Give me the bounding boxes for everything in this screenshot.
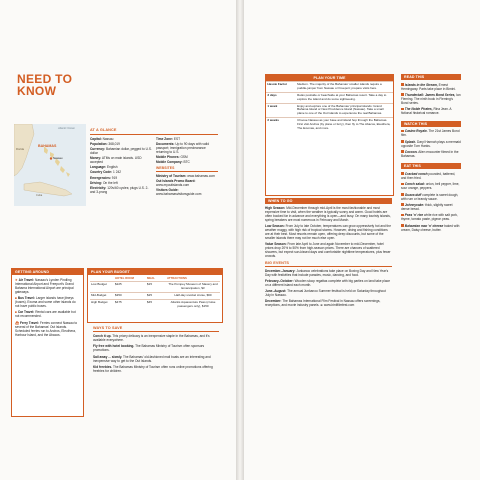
ways-item: Sail away ... slowly. The Bahamas' old-fashioned mail boats are an interesting and inexpensive way to get to the Out Islands. [93, 354, 211, 363]
bullet-square-icon [401, 193, 404, 196]
bullet-square-icon [401, 108, 404, 111]
budget-cell: $475 [114, 299, 146, 309]
glance-item: Money: ATMs on main islands. USD accepted [90, 156, 142, 165]
bullet-square-icon [401, 130, 404, 133]
getting-around-item: ■ Bus Travel: Larger islands have jitneys (buses). Exuma and some other islands do not have public buses. [15, 295, 76, 308]
budget-cell: $350 [114, 292, 146, 299]
budget-col-header: ATTRACTIONS [167, 275, 187, 280]
budget-cell: Low Budget [90, 282, 114, 293]
budget-row [90, 299, 220, 309]
plan-time-row [266, 103, 393, 117]
map-label-bahamas: BAHAMAS [38, 144, 57, 148]
bullet-square-icon [401, 183, 404, 186]
website-item: Ministry of Tourism: www.bahamas.com [156, 173, 215, 178]
glance-item: Capital: Nassau [90, 136, 114, 141]
website-item: Visitors Guide: www.bahamasvisitorsguide.com [156, 187, 202, 196]
plan-time-value: Enjoy and explore one of the Bahamas' principal islands: Grand Bahama Island or New Providence Island (Nassau). Take a small plane to one of the Out Islands to experience the real Bahamas. [296, 103, 393, 117]
budget-cell: Half-day snorkel cruise, $60 [166, 292, 220, 299]
book-gutter [236, 0, 244, 480]
glance-item: Language: English [90, 165, 118, 170]
eat-item: Cracked conch pounded, battered, and then fried. [401, 171, 456, 180]
budget-box [87, 268, 223, 323]
ways-rule [93, 331, 219, 332]
website-item: Out Islands Promo Board: www.myoutislands.com [156, 178, 196, 187]
plan-time-value: Relax poolside or beachside at your Bahamas resort. Take a day to explore the island and do some sightseeing. [296, 92, 393, 103]
glance-item: Documents: Up to 90 days with valid passport; immigration preclearance returning to U.S. [156, 141, 209, 154]
map-graphic [14, 124, 86, 206]
budget-row [90, 282, 220, 293]
bullet-square-icon [401, 203, 404, 206]
budget-cell: $225 [114, 282, 146, 293]
budget-col-header: HOTEL ROOM [115, 275, 134, 280]
plan-time-key: 1 week [266, 103, 296, 117]
watch-item: Splash. Daryl Hannah plays a mermaid opposite Tom Hanks. [401, 139, 461, 148]
eat-item: Peas 'n' rice white rice with salt pork, thyme, tomato paste, pigeon peas. [401, 213, 458, 222]
budget-cell: $15 [146, 282, 166, 293]
bullet-square-icon [401, 140, 404, 143]
budget-cell: Mid-Budget [90, 292, 114, 299]
plan-time-header: PLAN YOUR TIME [266, 75, 393, 81]
at-a-glance-rule [90, 134, 218, 135]
bullet-square-icon [401, 150, 404, 153]
ways-item: Kid freebies. The Bahamas Ministry of Tourism often runs online promotions offering freebies for children. [93, 364, 213, 373]
title-line-1: NEED TO [17, 72, 73, 86]
event-item: June–August: The annual Junkanoo Summer festival is held on Saturday throughout July in Nassau. [265, 289, 386, 298]
map-label-nassau: Nassau [53, 156, 63, 160]
big-events-header: BIG EVENTS [265, 260, 289, 265]
glance-col-1 [90, 137, 152, 198]
map-label-cuba: Cuba [36, 194, 43, 197]
when-item: Value Season: From late April to June and again November to mid-December, hotel prices drop 20% to 50% from high-season prices. There are chances of scattered showers, but expect sun-kissed days and comfortable nighttime temperatures, plus fewer crowds. [265, 242, 391, 259]
websites-rule [156, 171, 218, 172]
plan-time-box [265, 74, 394, 196]
getting-around-item: ■ Car Travel: Rental cars are available but not recommended. [15, 310, 76, 319]
budget-cell: Atlantis Aquaventure Pass (cruise passengers only), $150 [166, 299, 220, 309]
when-to-go-section [265, 198, 392, 310]
right-page [244, 0, 480, 480]
glance-item: Country Code: 1 242 [90, 170, 122, 175]
glance-item: Mobile Phones: GSM [156, 154, 188, 159]
at-a-glance-section [90, 128, 218, 197]
read-this-header: READ THIS [401, 74, 461, 80]
glance-item: Mobile Company: BTC [156, 160, 190, 165]
ways-to-save-section [93, 326, 219, 375]
eat-item: Bahamian mac 'n' cheese baked with cream, Daisy cheese, butter. [401, 223, 460, 232]
eat-item: Johnnycake: thick, slightly sweet dense bread. [401, 203, 453, 212]
budget-cell: The Pompey Museum of Slavery and Emancipation, $3 [166, 282, 220, 293]
plan-time-key: 2 weeks [266, 118, 296, 132]
budget-col-header: MEAL [147, 275, 155, 280]
getting-around-item: ⛴ Ferry Travel: Ferries connect Nassau to several of the Bahamas' Out Islands. Scheduled ferries run to Andros, Eleuthera, Harbour Island, and the Abacos. [15, 320, 78, 337]
budget-table [90, 276, 220, 309]
budget-cell: $25 [146, 292, 166, 299]
locator-map [14, 124, 86, 206]
eat-this-header: EAT THIS [401, 163, 461, 169]
plan-time-row [266, 82, 393, 93]
watch-item: Cocoon. Alien encounter filmed in the Bahamas. [401, 149, 459, 158]
bullet-square-icon [401, 83, 404, 86]
read-item: Thunderball: James Bond Series, Ian Fleming. The ninth book in Fleming's Bond series. [401, 92, 461, 105]
watch-item: Casino Royale. The 21st James Bond film. [401, 129, 460, 138]
when-to-go-header: WHEN TO GO [265, 198, 392, 204]
at-a-glance-header: AT A GLANCE [90, 128, 117, 132]
read-item: The Noble Pirates, Rina Jean. A fictional historical romance. [401, 107, 452, 116]
ways-item: Conch it up. This pricey delicacy is an inexpensive staple in the Bahamas, and it's available everywhere. [93, 334, 210, 343]
websites-header: WEBSITES [156, 166, 175, 171]
glance-item: Electricity: 120v/60 cycles; plugs U.S. 2- and 3-prong [90, 186, 149, 194]
title-line-2: KNOW [17, 84, 57, 98]
glance-item: Emergencies: 919 [90, 175, 118, 180]
plan-time-key: 3 days [266, 92, 296, 103]
ways-to-save-header: WAYS TO SAVE [93, 326, 123, 330]
glance-item: Driving: On the left [90, 180, 118, 185]
glance-col-2 [156, 137, 218, 198]
budget-row [90, 292, 220, 299]
ferry-icon: ⛴ [15, 320, 20, 325]
plan-time-row [266, 118, 393, 132]
big-events-rule [265, 266, 392, 267]
eat-item: Conch salad: onion, bell pepper, lime, sour orange, peppers. [401, 182, 460, 191]
plan-time-value: Choose Nassau as your base and island hop through the Bahamas. First visit Andros (by plane or ferry), then fly to The Abacos, Eleuthera, The Exumas, and more. [296, 118, 393, 132]
plan-time-key: Hassle Factor [266, 82, 296, 93]
glance-item: Population: 368,019 [90, 141, 120, 146]
sidebar-column [401, 74, 461, 235]
airplane-icon: ✈ [15, 277, 18, 282]
bullet-square-icon [401, 214, 404, 217]
watch-this-header: WATCH THIS [401, 121, 461, 127]
bullet-square-icon [401, 224, 404, 227]
getting-around-box [11, 268, 84, 417]
getting-around-item: ✈ Air Travel: Nassau's Lynden Pindling International Airport and Freeport's Grand Bahama International Airport are principal gateways. [15, 277, 74, 294]
event-item: February–October: Wooden sloop regattas complete with big parties on land take place on a different island each month. [265, 278, 391, 287]
left-page [0, 0, 236, 480]
glance-item: Currency: Bahamian dollar, pegged to U.S. dollar [90, 146, 152, 155]
eat-item: Guava duff complete is sweet dough, with rum or brandy sauce. [401, 192, 459, 201]
budget-cell: $45 [146, 299, 166, 309]
read-item: Islands in the Stream, Ernest Hemingway. Parts take place in Bimini. [401, 82, 456, 91]
event-item: December: The Bahamas International Film Festival in Nassau offers screenings, receptions, and movie industry panels. ⊕ www.bintlfilmfest.com [265, 299, 381, 308]
map-label-florida: Florida [16, 148, 24, 151]
ways-item: Fly free with hotel booking. The Bahamas Ministry of Tourism often sponsors promotions. [93, 344, 205, 353]
bullet-square-icon [401, 172, 404, 175]
map-label-atlantic: Atlantic Ocean [58, 127, 75, 130]
when-item: High Season: Mid-December through mid-April is the most fashionable and most expensive time to visit, when the weather is typically sunny and warm. Good hotels are often booked far in advance and everything is open—and busy. On many touristy islands, spring breakers are most numerous in February and March. [265, 206, 391, 222]
plan-time-table [266, 81, 393, 132]
budget-cell: High Budget [90, 299, 114, 309]
getting-around-header: GETTING AROUND [12, 269, 83, 275]
plan-time-row [266, 92, 393, 103]
bus-icon: ■ [15, 295, 17, 300]
glance-item: Time Zone: EST [156, 136, 181, 141]
bullet-square-icon [401, 93, 404, 96]
plan-time-value: Medium. The majority of the Bahamas' smaller islands require a puddle-jumper from Nassau or Freeport; prepare visits here. [296, 82, 393, 93]
page-title [17, 73, 72, 97]
budget-header: PLAN YOUR BUDGET [88, 269, 222, 275]
car-icon: ■ [15, 310, 17, 315]
event-item: December–January: Junkanoo celebrations take place on Boxing Day and New Year's Day with festivities that include parades, music, dancing, and food. [265, 268, 389, 277]
when-item: Low Season: From July to late October, temperatures can grow oppressively hot and the weather muggy, with high risk of tropical storms. However, diving and fishing conditions are at their best. Most resorts remain open, offering deep discounts, but some of the smaller islands there may not be much else open. [265, 224, 391, 241]
